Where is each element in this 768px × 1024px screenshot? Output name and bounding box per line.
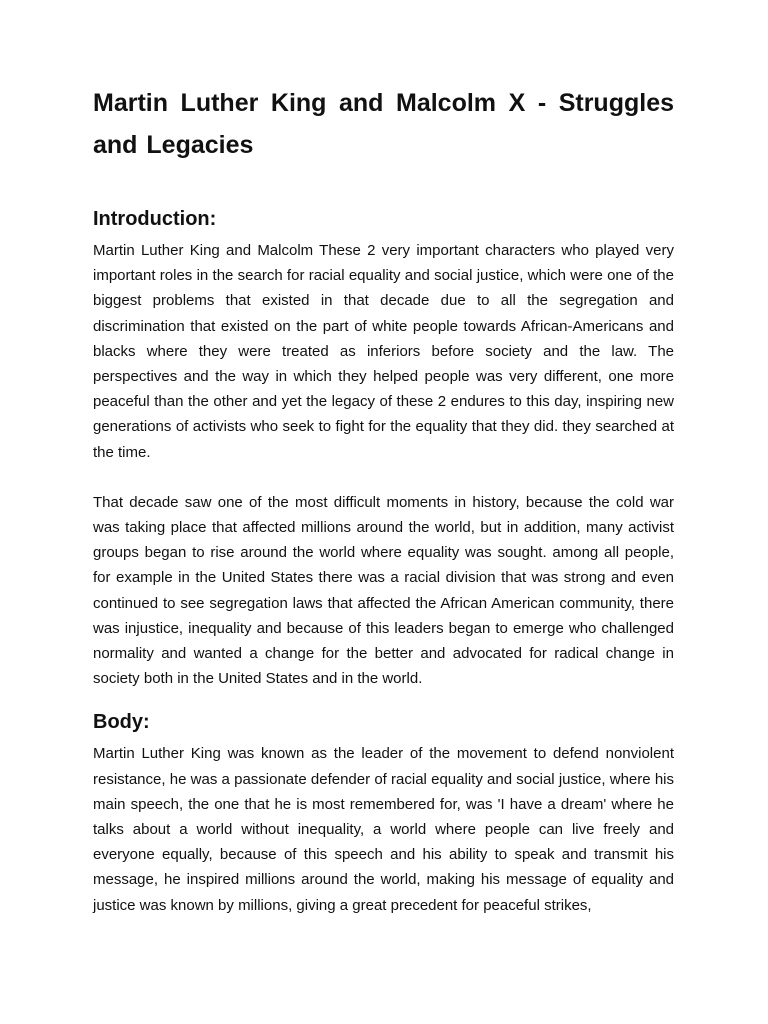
introduction-heading: Introduction: — [93, 208, 217, 230]
body-heading: Body: — [93, 711, 150, 734]
introduction-paragraph-2: That decade saw one of the most difficult moments in history, because the cold war was taking place that affected millions around the world, but in addition, many activist groups began to rise around the world where equality was sought. among all people, for example in the United States there was a racial division that was strong and even continued to see segregation laws that affected the African American community, there was injustice, inequality and because of this leaders began to emerge who challenged normality and wanted a change for the better and advocated for radical change in society both in the United States and in the world. — [93, 493, 674, 688]
body-section — [93, 709, 674, 917]
introduction-paragraph-1: Martin Luther King and Malcolm These 2 very important characters who played very important roles in the search for racial equality and social justice, which were one of the biggest problems that existed in that decade due to all the segregation and discrimination that existed on the part of white people towards African-Americans and blacks where they were treated as inferiors before society and the law. The perspectives and the way in which they helped people was very different, one more peaceful than the other and yet the legacy of these 2 endures to this day, inspiring new generations of activists who seek to fight for the equality that they did. they searched at the time. — [93, 242, 674, 461]
body-paragraph-1: Martin Luther King was known as the leader of the movement to defend nonviolent resistance, he was a passionate defender of racial equality and social justice, where his main speech, the one that he is most remembered for, was 'I have a dream' where he talks about a world without inequality, a world where people can live freely and everyone equally, because of this speech and his ability to speak and transmit his message, he inspired millions around the world, making his message of equality and justice was known by millions, giving a great precedent for peaceful strikes, — [93, 745, 674, 914]
paragraph-spacer — [93, 465, 674, 490]
introduction-section — [93, 206, 674, 691]
document-title: Martin Luther King and Malcolm X - Struggles and Legacies — [93, 89, 674, 159]
section-spacer — [93, 691, 674, 709]
